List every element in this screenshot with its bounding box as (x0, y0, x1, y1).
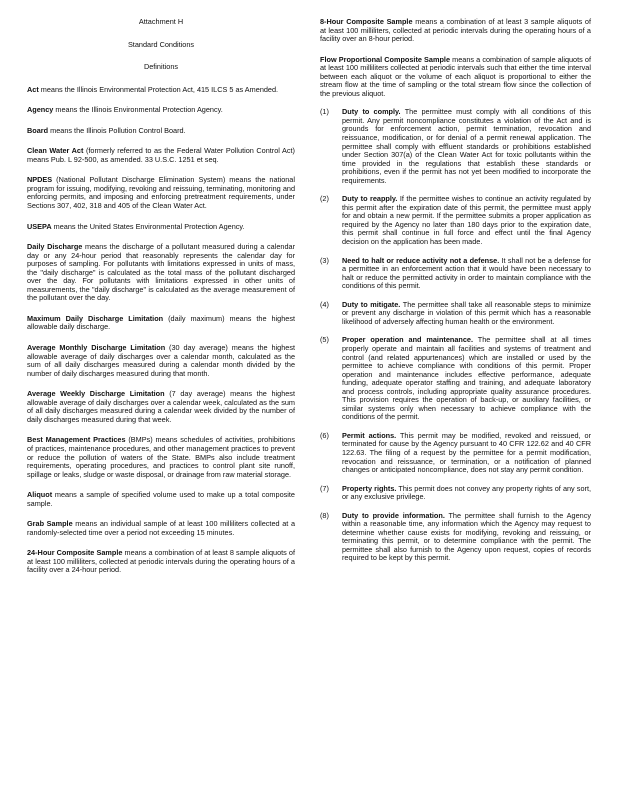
definitions-heading: Definitions (143, 62, 179, 72)
condition-number: (6) (320, 430, 329, 440)
definition-npdes: NPDES (National Pollutant Discharge Elimination System) means the national program for issuing, modifying, revoking and reissuing, terminating, monitoring and enforcing permits, and imposing and enforcing pretreatment requirements, under Sections 307, 402, 318 and 405 of the Clean Water Act. (27, 175, 295, 211)
condition-item (320, 336, 591, 421)
condition-text: Proper operation and maintenance. The permittee shall at all times properly operate and maintain all facilities and systems of treatment and control (and related appurtenances) which are installed or used by the permittee to achieve compliance with conditions of this permit. Proper operation and maintenance includes effective performance, adequate funding, adequate operator staffing and training, and adequate laboratory and process controls, including appropriate quality assurance procedures. This provision requires the operation of back-up, or auxiliary facilities, or similar systems only when necessary to achieve compliance with the conditions of the permit. (342, 335, 591, 422)
condition-text: Duty to provide information. The permittee shall furnish to the Agency within a reasonable time, any information which the Agency may request to determine whether cause exists for modifying, revoking and reissuing, or terminating this permit, or to determine compliance with the permit. The permittee shall also furnish to the Agency upon request, copies of records required to be kept by this permit. (342, 510, 592, 563)
definition-flow-proportional: Flow Proportional Composite Sample means a combination of sample aliquots of at least 100 milliliters collected at periodic intervals such that either the time interval between each aliquot or the volume of each aliquot is proportional to either the stream flow at the time of sampling or the total stream flow since the collection of the previous aliquot. (320, 54, 592, 98)
condition-item (320, 485, 591, 502)
definition-grab-sample: Grab Sample means an individual sample of at least 100 milliliters collected at a randomly-selected time over a period not exceeding 15 minutes. (27, 519, 296, 537)
definition-aliquot: Aliquot means a sample of specified volume used to make up a total composite sample. (27, 490, 295, 508)
condition-number: (3) (320, 255, 329, 265)
definition-usepa: USEPA means the United States Environmental Protection Agency. (27, 221, 245, 231)
condition-text: Duty to reapply. If the permittee wishes to continue an activity regulated by this permit after the expiration date of this permit, the permittee must apply for and obtain a new permit. If the permittee submits a proper application as required by the Agency no later than 180 days prior to the expiration date, this permit shall continue in full force and effect until the final Agency decision on the application has been made. (342, 194, 591, 247)
condition-item (320, 512, 591, 563)
condition-number: (4) (320, 299, 329, 309)
definition-clean-water-act: Clean Water Act (formerly referred to as the Federal Water Pollution Control Act) means Pub. L 92-500, as amended. 33 U.S.C. 1251 et seq. (27, 146, 295, 164)
condition-text: Duty to comply. The permittee must comply with all conditions of this permit. Any permit noncompliance constitutes a violation of the Act and is grounds for enforcement action, permit termination, revocation and reissuance, modification, or for denial of a permit renewal application. The permittee shall comply with effluent standards or prohibitions established under Section 307(a) of the Clean Water Act for toxic pollutants within the time provided in the regulations that establish these standards or prohibitions, even if the permit has not yet been modified to incorporate the requirements. (342, 107, 591, 185)
condition-item (320, 432, 591, 475)
condition-item (320, 108, 591, 185)
right-column (320, 18, 591, 563)
condition-number: (8) (320, 510, 329, 520)
left-column (27, 18, 295, 575)
definition-daily-discharge: Daily Discharge means the discharge of a pollutant measured during a calendar day or any 24-hour period that reasonably represents the calendar day for purposes of sampling. For pollutants with limitations expressed in units of mass, the "daily discharge" is calculated as the total mass of the pollutant discharged over the day. For pollutants with limitations expressed in other units of measurements, the "daily discharge" is calculated as the average measurement of the pollutant over the day. (27, 242, 295, 303)
definition-agency: Agency means the Illinois Environmental Protection Agency. (27, 105, 223, 115)
condition-item (320, 301, 591, 327)
definition-bmps: Best Management Practices (BMPs) means schedules of activities, prohibitions of practices, maintenance procedures, and other management practices to prevent or reduce the pollution of waters of the State. BMPs also include treatment requirements, operating procedures, and practices to control plant site runoff, spillage or leaks, sludge or waste disposal, or drainage from raw material storage. (27, 435, 295, 479)
condition-number: (2) (320, 194, 329, 204)
definition-maximum-daily: Maximum Daily Discharge Limitation (daily maximum) means the highest allowable daily discharge. (27, 313, 295, 332)
condition-text: Duty to mitigate. The permittee shall take all reasonable steps to minimize or prevent any discharge in violation of this permit which has a reasonable likelihood of adversely affecting human health or the environment. (342, 299, 591, 326)
condition-number: (1) (320, 107, 329, 117)
condition-text: Need to halt or reduce activity not a defense. It shall not be a defense for a permittee in an enforcement action that it would have been necessary to halt or reduce the permitted activity in order to maintain compliance with the conditions of this permit. (342, 255, 591, 291)
definition-24-hour-composite: 24-Hour Composite Sample means a combination of at least 8 sample aliquots of at least 100 milliliters, collected at periodic intervals during the operating hours of a facility over a 24-hour period. (27, 548, 295, 575)
condition-text: Property rights. This permit does not convey any property rights of any sort, or any exclusive privilege. (342, 483, 591, 502)
definition-8-hour-composite: 8-Hour Composite Sample means a combination of at least 3 sample aliquots of at least 100 milliliters, collected at periodic intervals during the operating hours of a facility over an 8-hour period. (320, 17, 591, 44)
condition-item (320, 195, 591, 246)
definition-average-weekly: Average Weekly Discharge Limitation (7 day average) means the highest allowable average of daily discharges over a calendar week, calculated as the sum of all daily discharges measured during a calendar week divided by the number of daily discharges measured during that week. (27, 389, 295, 424)
definition-board: Board means the Illinois Pollution Control Board. (27, 125, 186, 135)
condition-number: (5) (320, 335, 329, 345)
condition-text: Permit actions. This permit may be modified, revoked and reissued, or terminated for cause by the Agency pursuant to 40 CFR 122.62 and 40 CFR 122.63. The filing of a request by the permittee for a permit modification, revocation and reissuance, or termination, or a notification of planned changes or anticipated noncompliance, does not stay any permit condition. (342, 430, 592, 475)
definition-act: Act means the Illinois Environmental Protection Act, 415 ILCS 5 as Amended. (27, 84, 279, 94)
condition-number: (7) (320, 483, 329, 493)
attachment-title: Attachment H (138, 17, 184, 26)
definition-average-monthly: Average Monthly Discharge Limitation (30 day average) means the highest allowable average of daily discharges over a calendar month, calculated as the sum of all daily discharges measured during a calendar month divided by the number of daily discharges measured during that month. (27, 343, 295, 378)
condition-item (320, 257, 591, 291)
standard-conditions-title: Standard Conditions (127, 39, 195, 49)
